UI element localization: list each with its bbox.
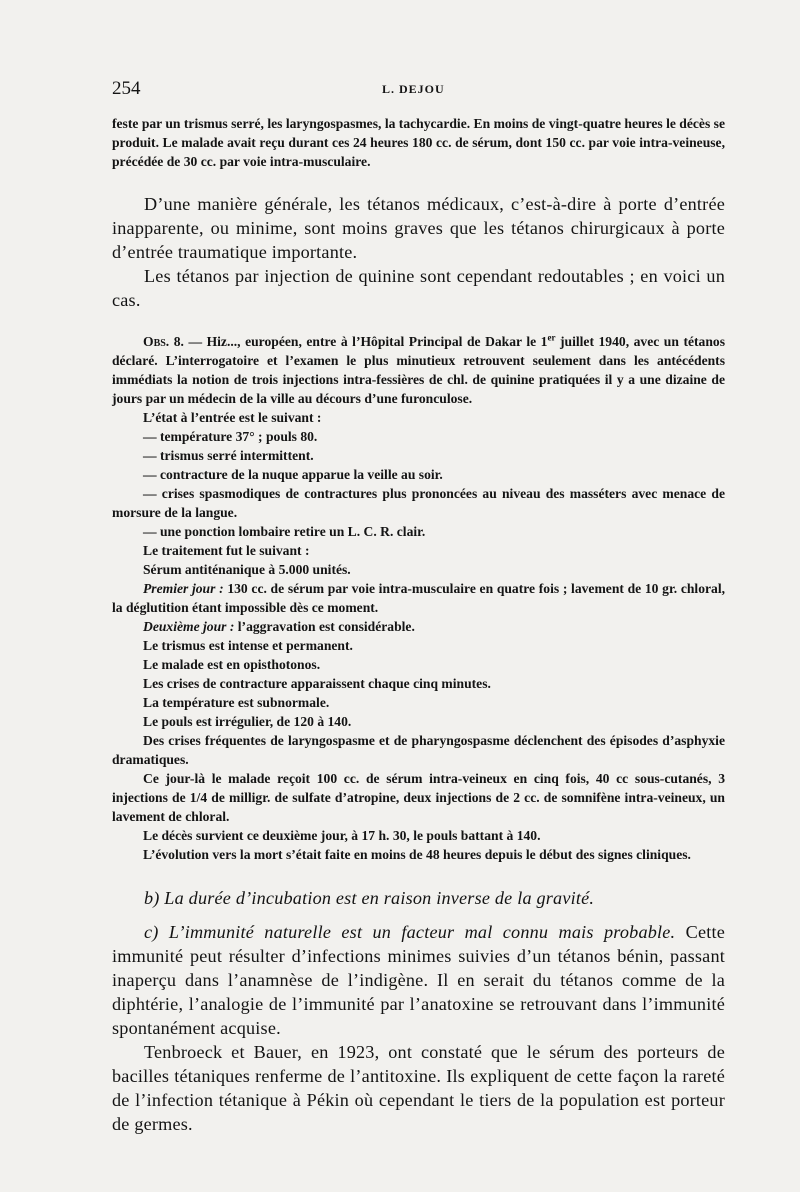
point-c-continuation: Cette immunité peut résulter d’infections minimes suivies d’un tétanos bénin, passant inaperçu dans l’anamnèse de l’indigène. Il en serait du tétanos comme de la diphtérie, l’analogie de l’immunité par l’anatoxine se retrouvant dans l’immunité spontanément acquise. (112, 922, 725, 1038)
day-two-line: Les crises de contracture apparaissent chaque cinq minutes. (143, 676, 491, 691)
state-line: — contracture de la nuque apparue la veille au soir. (143, 467, 443, 482)
observation-intro-sup: er (547, 332, 556, 343)
state-line: — crises spasmodiques de contractures plus prononcées au niveau des masséters avec menace de morsure de la langue. (112, 486, 725, 520)
closing-paragraph: Tenbroeck et Bauer, en 1923, ont constaté que le sérum des porteurs de bacilles tétaniques renferme de l’antitoxine. Ils expliquent de cette façon la rareté de l’infection tétanique à Pékin où cependant le tiers de la population est porteur de germes. (112, 1042, 725, 1134)
day-two-label: Deuxième jour : (143, 619, 235, 634)
state-line: — une ponction lombaire retire un L. C. R. clair. (143, 524, 426, 539)
day-two-paragraph (112, 617, 725, 636)
day-two-line: Le décès survient ce deuxième jour, à 17 h. 30, le pouls battant à 140. (143, 828, 541, 843)
point-c-label: c) (144, 922, 159, 942)
state-line: Sérum antiténanique à 5.000 unités. (143, 562, 351, 577)
day-two-line: Ce jour-là le malade reçoit 100 cc. de sérum intra-veineux en cinq fois, 40 cc sous-cutanés, 3 injections de 1/4 de milligr. de sulfate d’atropine, deux injections de 2 cc. de somnifène intra-veineux, un lavement de chloral. (112, 771, 725, 824)
point-c-text: L’immunité naturelle est un facteur mal connu mais probable. (158, 922, 676, 942)
day-two-line: La température est subnormale. (143, 695, 330, 710)
general-paragraph: D’une manière générale, les tétanos médicaux, c’est-à-dire à porte d’entrée inapparente, ou minime, sont moins graves que les tétanos chirurgicaux à porte d’entrée traumatique importante. (112, 194, 725, 262)
day-two-line: Des crises fréquentes de laryngospasme et de pharyngospasme déclenchent des épisodes d’asphyxie dramatiques. (112, 733, 725, 767)
state-line: — température 37° ; pouls 80. (143, 429, 318, 444)
day-one-paragraph (112, 579, 725, 617)
observation-block (112, 332, 725, 864)
state-line: Le traitement fut le suivant : (143, 543, 310, 558)
day-two-line: Le trismus est intense et permanent. (143, 638, 353, 653)
day-one-label: Premier jour : (143, 581, 224, 596)
day-two-text: l’aggravation est considérable. (234, 619, 415, 634)
day-two-line: Le malade est en opisthotonos. (143, 657, 321, 672)
state-line: L’état à l’entrée est le suivant : (143, 410, 322, 425)
observation-intro (112, 332, 725, 408)
running-head: L. DEJOU (382, 82, 445, 96)
state-line: — trismus serré intermittent. (143, 448, 314, 463)
opening-paragraph: feste par un trismus serré, les laryngospasmes, la tachycardie. En moins de vingt-quatre heures le décès se produit. Le malade avait reçu durant ces 24 heures 180 cc. de sérum, dont 150 cc. par voie intra-veineuse, précédée de 30 cc. par voie intra-musculaire. (112, 116, 725, 169)
day-two-line: L’évolution vers la mort s’était faite en moins de 48 heures depuis le début des signes cliniques. (143, 847, 691, 862)
day-one-text: 130 cc. de sérum par voie intra-musculaire en quatre fois ; lavement de 10 gr. chloral, la déglutition étant impossible dès ce moment. (112, 581, 725, 615)
observation-intro-text-cont: juillet 1940, avec un tétanos déclaré. L’interrogatoire et l’examen le plus minutieux retrouvent seulement dans les antécédents immédiats la notion de trois injections intra-fessières de chl. de quinine pratiquées il y a une dizaine de jours par un médecin de la ville au décours d’une furonculose. (112, 334, 725, 406)
page-header (112, 78, 725, 114)
page-number: 254 (112, 78, 141, 99)
point-b-label: b) (144, 888, 160, 908)
point-c (112, 920, 725, 1040)
day-two-line: Le pouls est irrégulier, de 120 à 140. (143, 714, 352, 729)
point-b-text: La durée d’incubation est en raison inverse de la gravité. (159, 888, 595, 908)
observation-label: Obs. 8. (143, 334, 184, 349)
general-paragraph: Les tétanos par injection de quinine sont cependant redoutables ; en voici un cas. (112, 266, 725, 310)
point-b (112, 886, 725, 910)
observation-intro-text: — Hiz..., européen, entre à l’Hôpital Principal de Dakar le 1 (183, 334, 548, 349)
